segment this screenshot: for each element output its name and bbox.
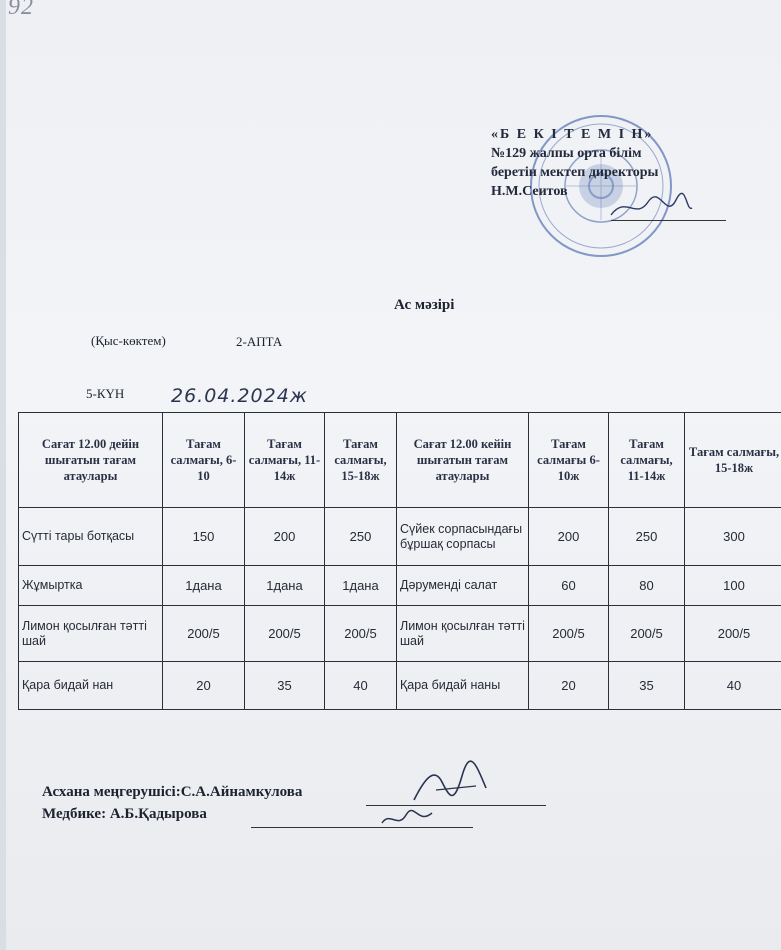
header-cell: Тағам салмағы, 11-14ж <box>609 413 685 508</box>
weight-cell: 1дана <box>325 566 397 606</box>
table-row <box>19 508 781 566</box>
handwritten-date: 26.04.2024ж <box>171 385 308 407</box>
header-cell: Тағам салмағы, 6-10 <box>163 413 245 508</box>
header-cell: Тағам салмағы, 11-14ж <box>245 413 325 508</box>
page-title: Ас мәзірі <box>394 297 455 313</box>
nurse-signature-label: Медбике: А.Б.Қадырова <box>42 806 207 822</box>
dish-name: Лимон қосылған тәтті шай <box>397 606 529 662</box>
dish-name: Сүтті тары ботқасы <box>19 508 163 566</box>
dish-name: Лимон қосылған тәтті шай <box>19 606 163 662</box>
dish-name: Сүйек сорпасындағы бұршақ сорпасы <box>397 508 529 566</box>
dish-name: Дәруменді салат <box>397 566 529 606</box>
weight-cell: 200/5 <box>529 606 609 662</box>
weight-cell: 1дана <box>163 566 245 606</box>
approval-position: беретін мектеп директоры <box>491 165 659 180</box>
week-label: 2-АПТА <box>236 334 283 349</box>
nurse-signature-line <box>251 827 473 828</box>
approval-director: Н.М.Сеитов <box>491 184 568 199</box>
weight-cell: 250 <box>325 508 397 566</box>
table-header-row <box>19 413 781 508</box>
weight-cell: 1дана <box>245 566 325 606</box>
table-row <box>19 566 781 606</box>
page-number: 92 <box>8 0 34 20</box>
weight-cell: 100 <box>685 566 781 606</box>
weight-cell: 200 <box>529 508 609 566</box>
nurse-signature <box>378 805 438 831</box>
menu-table <box>18 412 781 710</box>
chef-signature-label: Асхана меңгерушісі:С.А.Айнамкулова <box>42 784 303 800</box>
weight-cell: 300 <box>685 508 781 566</box>
table-row <box>19 662 781 710</box>
weight-cell: 150 <box>163 508 245 566</box>
weight-cell: 200/5 <box>325 606 397 662</box>
weight-cell: 200/5 <box>245 606 325 662</box>
document-page <box>6 0 781 950</box>
weight-cell: 200/5 <box>685 606 781 662</box>
weight-cell: 40 <box>325 662 397 710</box>
day-label: 5-КҮН <box>86 386 125 401</box>
approval-heading: «Б Е К І Т Е М І Н» <box>491 127 654 142</box>
weight-cell: 200 <box>245 508 325 566</box>
season-label: (Қыс-көктем) <box>91 333 166 348</box>
weight-cell: 60 <box>529 566 609 606</box>
weight-cell: 80 <box>609 566 685 606</box>
weight-cell: 20 <box>529 662 609 710</box>
dish-name: Қара бидай нан <box>19 662 163 710</box>
header-cell: Тағам салмағы, 15-18ж <box>685 413 781 508</box>
table-row <box>19 606 781 662</box>
weight-cell: 35 <box>609 662 685 710</box>
header-cell: Сағат 12.00 кейін шығатын тағам атаулары <box>397 413 529 508</box>
dish-name: Қара бидай наны <box>397 662 529 710</box>
dish-name: Жұмыртка <box>19 566 163 606</box>
weight-cell: 40 <box>685 662 781 710</box>
header-cell: Сағат 12.00 дейін шығатын тағам атаулары <box>19 413 163 508</box>
weight-cell: 200/5 <box>609 606 685 662</box>
weight-cell: 20 <box>163 662 245 710</box>
director-signature <box>606 190 696 226</box>
header-cell: Тағам салмағы 6-10ж <box>529 413 609 508</box>
header-cell: Тағам салмағы, 15-18ж <box>325 413 397 508</box>
approval-school: №129 жалпы орта білім <box>491 146 642 161</box>
chef-signature <box>406 760 496 808</box>
weight-cell: 200/5 <box>163 606 245 662</box>
weight-cell: 35 <box>245 662 325 710</box>
weight-cell: 250 <box>609 508 685 566</box>
